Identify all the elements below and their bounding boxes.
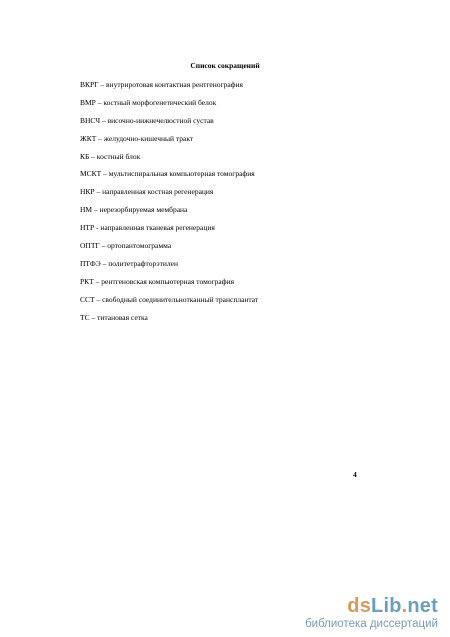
- abbreviation-item: КБ – костный блок: [80, 151, 141, 161]
- watermark-logo-ds: ds: [347, 595, 372, 617]
- page-number: 4: [353, 470, 357, 479]
- abbreviation-item: ВНСЧ – височно-нижнечелюстной сустав: [80, 115, 214, 125]
- abbreviation-item: ВМР – костный морфогенетический белок: [80, 97, 217, 107]
- abbreviation-item: ВКРГ – внутриротовая контактная рентгенография: [80, 80, 244, 89]
- abbreviation-item: НМ – нерезорбируемая мембрана: [80, 205, 188, 215]
- abbreviation-item: ЖКТ – желудочно-кишечный тракт: [80, 133, 194, 143]
- abbreviation-item: ТС – титановая сетка: [80, 312, 148, 322]
- abbreviation-item: ССТ – свободный соединительнотканный трансплантат: [80, 294, 259, 304]
- page-title: Список сокращений: [190, 61, 260, 70]
- watermark-logo: [305, 595, 438, 617]
- abbreviation-list: [80, 76, 258, 326]
- watermark-logo-lib: Lib: [371, 595, 402, 617]
- abbreviation-item: ПТФЭ – политетрафторэтилен: [80, 258, 179, 268]
- watermark-tagline: библиотека диссертаций: [305, 618, 438, 630]
- abbreviation-item: НКР – направленная костная регенерация: [80, 187, 214, 197]
- watermark-logo-dot: .: [401, 595, 408, 617]
- abbreviation-item: МСКТ – мультиспиральная компьютерная томография: [80, 169, 255, 179]
- abbreviation-item: РКТ – рентгеновская компьютерная томография: [80, 276, 235, 286]
- watermark-logo-net: net: [407, 595, 438, 617]
- watermark: [305, 595, 438, 631]
- abbreviation-item: ОПТГ – ортопантомограмма: [80, 241, 172, 251]
- abbreviation-item: НТР - направленная тканевая регенерация: [80, 223, 215, 233]
